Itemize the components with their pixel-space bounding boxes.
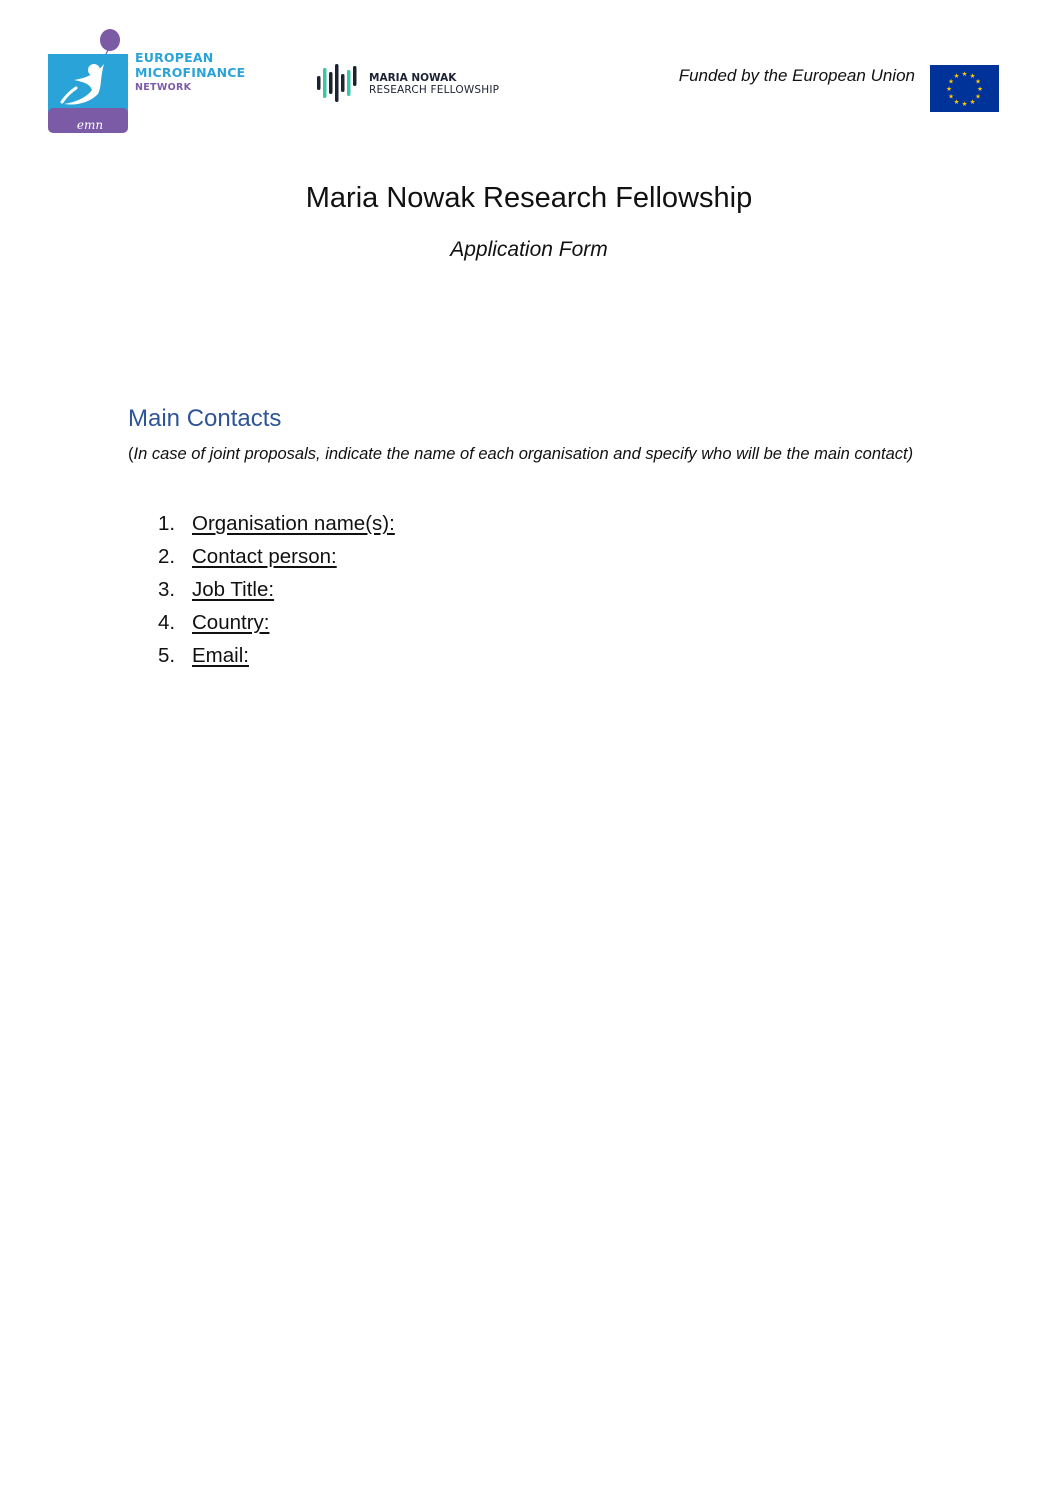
svg-text:★: ★ xyxy=(953,98,960,106)
funded-by-eu-text: Funded by the European Union xyxy=(678,66,915,85)
note-text: In case of joint proposals, indicate the name of each organisation and specify who will be the main contact) xyxy=(133,445,914,463)
emn-logo-line3: NETWORK xyxy=(135,82,192,93)
job-title-label: Job Title: xyxy=(192,578,275,601)
svg-text:★: ★ xyxy=(953,72,960,80)
contact-fields-list xyxy=(158,507,395,672)
list-number: 3. xyxy=(158,578,176,601)
svg-text:★: ★ xyxy=(975,92,981,101)
svg-text:emn: emn xyxy=(76,118,104,132)
emn-logo-line2: MICROFINANCE xyxy=(135,65,246,80)
country-label: Country: xyxy=(192,611,270,634)
main-contacts-note xyxy=(128,441,928,467)
maria-nowak-logo xyxy=(315,62,505,104)
list-number: 5. xyxy=(158,644,176,667)
list-item-organisation xyxy=(158,507,395,540)
svg-text:★: ★ xyxy=(948,92,954,101)
document-subtitle: Application Form xyxy=(450,238,608,261)
emn-figure-icon xyxy=(46,28,132,136)
svg-text:★: ★ xyxy=(961,100,968,108)
list-number: 2. xyxy=(158,545,176,568)
svg-text:★: ★ xyxy=(961,70,968,78)
list-item-email xyxy=(158,639,395,672)
list-item-job-title xyxy=(158,573,395,606)
email-label: Email: xyxy=(192,644,249,667)
main-contacts-heading: Main Contacts xyxy=(128,405,282,432)
svg-text:★: ★ xyxy=(946,85,952,93)
document-title: Maria Nowak Research Fellowship xyxy=(305,182,753,214)
list-number: 4. xyxy=(158,611,176,634)
svg-text:★: ★ xyxy=(977,85,983,93)
list-item-country xyxy=(158,606,395,639)
waveform-icon xyxy=(315,62,361,104)
eu-flag-icon xyxy=(930,65,999,112)
note-open-paren: ( xyxy=(128,445,134,463)
svg-text:★: ★ xyxy=(969,98,976,106)
maria-nowak-logo-sub: RESEARCH FELLOWSHIP xyxy=(369,84,500,96)
emn-logo xyxy=(46,28,246,136)
contact-person-label: Contact person: xyxy=(192,545,337,568)
maria-nowak-logo-name: MARIA NOWAK xyxy=(369,72,457,84)
svg-text:★: ★ xyxy=(975,77,981,86)
svg-text:★: ★ xyxy=(948,77,954,86)
list-item-contact-person xyxy=(158,540,395,573)
emn-logo-line1: EUROPEAN xyxy=(135,50,214,65)
list-number: 1. xyxy=(158,512,176,535)
svg-text:★: ★ xyxy=(969,72,976,80)
organisation-name-label: Organisation name(s): xyxy=(192,512,395,535)
